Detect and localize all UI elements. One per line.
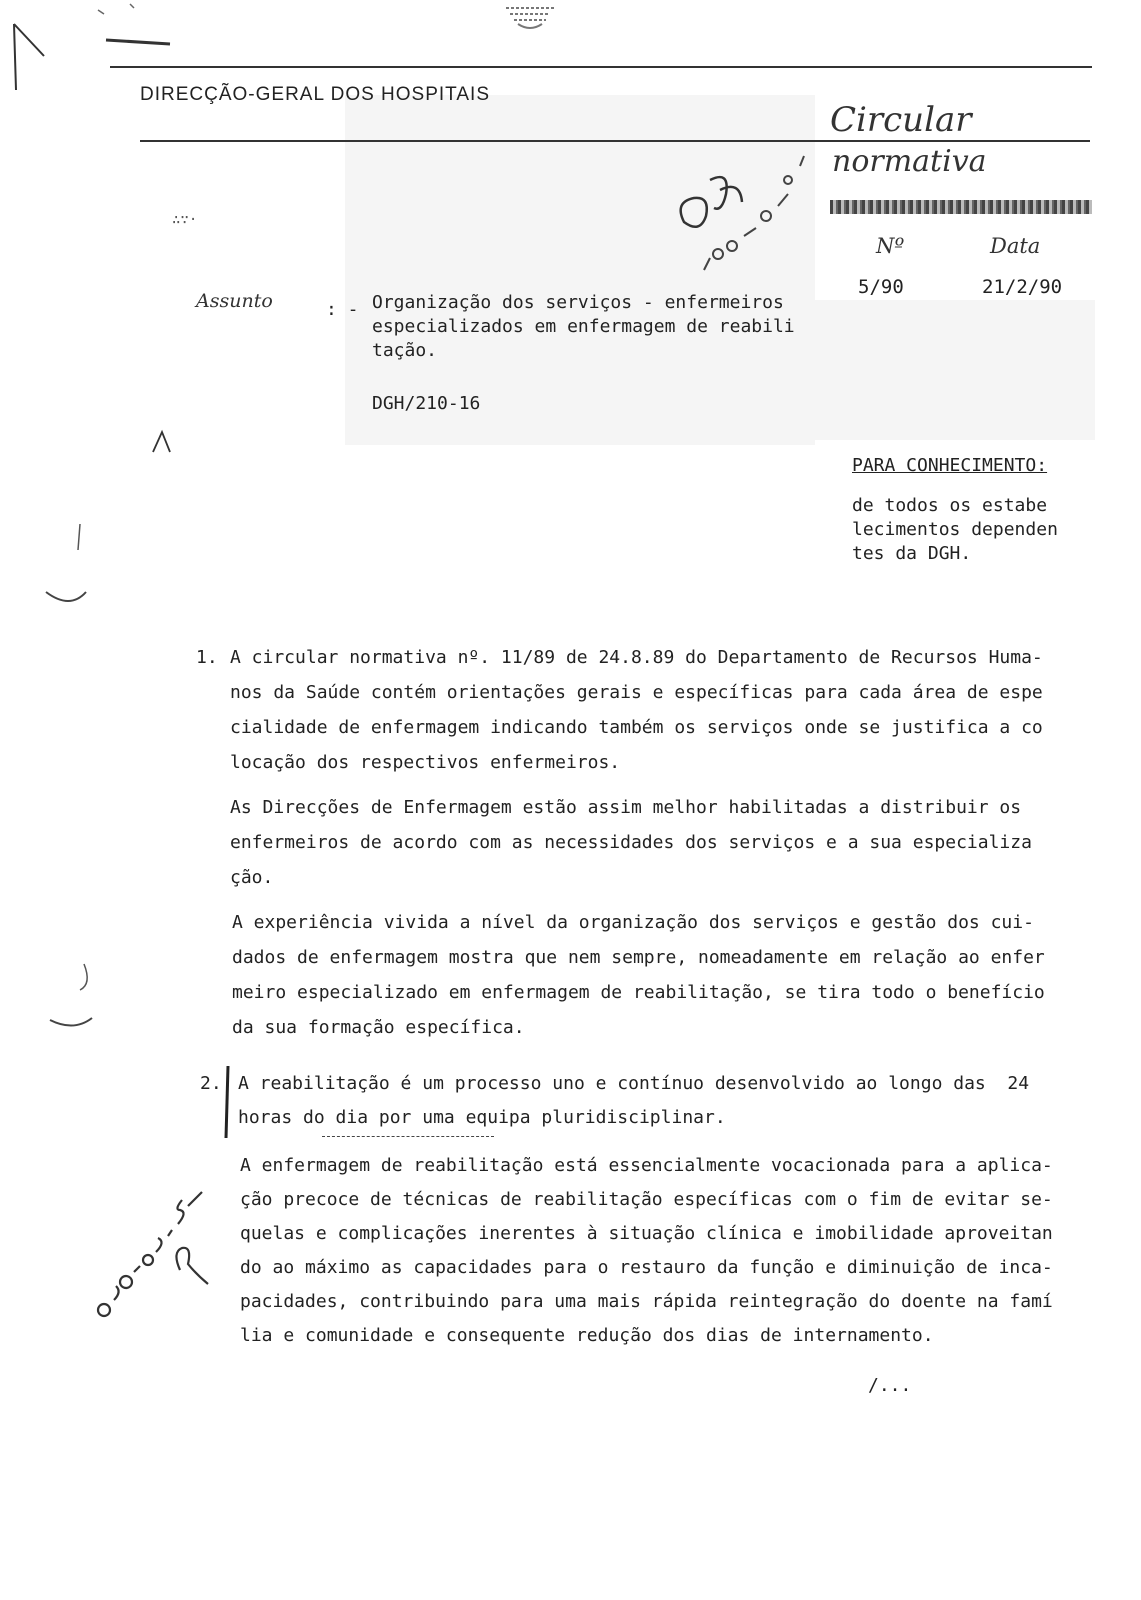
paragraph-4-line-1: A reabilitação é um processo uno e contínuo desenvolvido ao longo das 24 [238, 1073, 1030, 1094]
paragraph-2-line-2: enfermeiros de acordo com as necessidades dos serviços e a sua especializa [230, 832, 1032, 853]
paragraph-1-number: 1. [196, 647, 218, 668]
doc-type-normativa: normativa [832, 144, 987, 179]
header-rule-top [110, 66, 1092, 68]
paragraph-3-line-4: da sua formação específica. [232, 1017, 525, 1038]
underline-stroke [322, 1136, 494, 1137]
doc-type-circular: Circular [830, 100, 972, 140]
paragraph-1-line-1: A circular normativa nº. 11/89 de 24.8.89 do Departamento de Recursos Huma- [230, 647, 1043, 668]
header-stripe [830, 200, 1092, 214]
subject-line-3: tação. [372, 340, 438, 361]
continuation-mark: /... [868, 1375, 912, 1396]
margin-smudge: ∴∵· [172, 212, 198, 228]
margin-mark-a [150, 428, 174, 456]
paragraph-2-line-3: ção. [230, 867, 274, 888]
punch-hole-mark [40, 520, 90, 610]
paragraph-5-line-6: lia e comunidade e consequente redução dos dias de internamento. [240, 1325, 934, 1346]
paragraph-3-line-3: meiro especializado em enfermagem de reabilitação, se tira todo o benefício [232, 982, 1045, 1003]
handwritten-margin-date [84, 1160, 224, 1330]
subject-label: Assunto [196, 290, 273, 312]
paragraph-1-line-3: cialidade de enfermagem indicando também os serviços onde se justifica a co [230, 717, 1043, 738]
subject-line-2: especializados em enfermagem de reabili [372, 316, 795, 337]
header-rule-middle [140, 140, 1090, 142]
paragraph-4-line-2: horas do dia por uma equipa pluridisciplinar. [238, 1107, 726, 1128]
paragraph-3-line-1: A experiência vivida a nível da organização dos serviços e gestão dos cui- [232, 912, 1034, 933]
distribution-line-3: tes da DGH. [852, 543, 972, 564]
paragraph-1-line-4: locação dos respectivos enfermeiros. [230, 752, 621, 773]
distribution-line-2: lecimentos dependen [852, 519, 1058, 540]
scan-shadow [815, 300, 1095, 440]
distribution-line-1: de todos os estabe [852, 495, 1048, 516]
organization-name: DIRECÇÃO-GERAL DOS HOSPITAIS [140, 84, 490, 105]
paragraph-5-line-2: ção precoce de técnicas de reabilitação específicas com o fim de evitar se- [240, 1189, 1053, 1210]
handwritten-stamp-date [670, 150, 820, 290]
circular-date: 21/2/90 [982, 276, 1063, 298]
margin-bracket [216, 1062, 236, 1142]
punch-hole-mark [44, 960, 94, 1040]
number-label: Nº [876, 234, 905, 258]
date-label: Data [990, 234, 1041, 258]
reference-code: DGH/210-16 [372, 393, 481, 414]
paragraph-5-line-4: do ao máximo as capacidades para o restauro da função e diminuição de inca- [240, 1257, 1053, 1278]
paragraph-5-line-3: quelas e complicações inerentes à situação clínica e imobilidade aproveitan [240, 1223, 1053, 1244]
paragraph-1-line-2: nos da Saúde contém orientações gerais e específicas para cada área de espe [230, 682, 1043, 703]
paragraph-2-number: 2. [200, 1073, 222, 1094]
paragraph-3-line-2: dados de enfermagem mostra que nem sempre, nomeadamente em relação ao enfer [232, 947, 1045, 968]
subject-line-1: Organização dos serviços - enfermeiros [372, 292, 784, 313]
circular-number: 5/90 [858, 276, 904, 298]
subject-separator: : - [326, 299, 359, 320]
paragraph-5-line-5: pacidades, contribuindo para uma mais rápida reintegração do doente na famí [240, 1291, 1053, 1312]
coat-of-arms-icon [500, 0, 560, 34]
distribution-heading: PARA CONHECIMENTO: [852, 455, 1048, 476]
paragraph-2-line-1: As Direcções de Enfermagem estão assim melhor habilitadas a distribuir os [230, 797, 1022, 818]
paragraph-5-line-1: A enfermagem de reabilitação está essencialmente vocacionada para a aplica- [240, 1155, 1053, 1176]
